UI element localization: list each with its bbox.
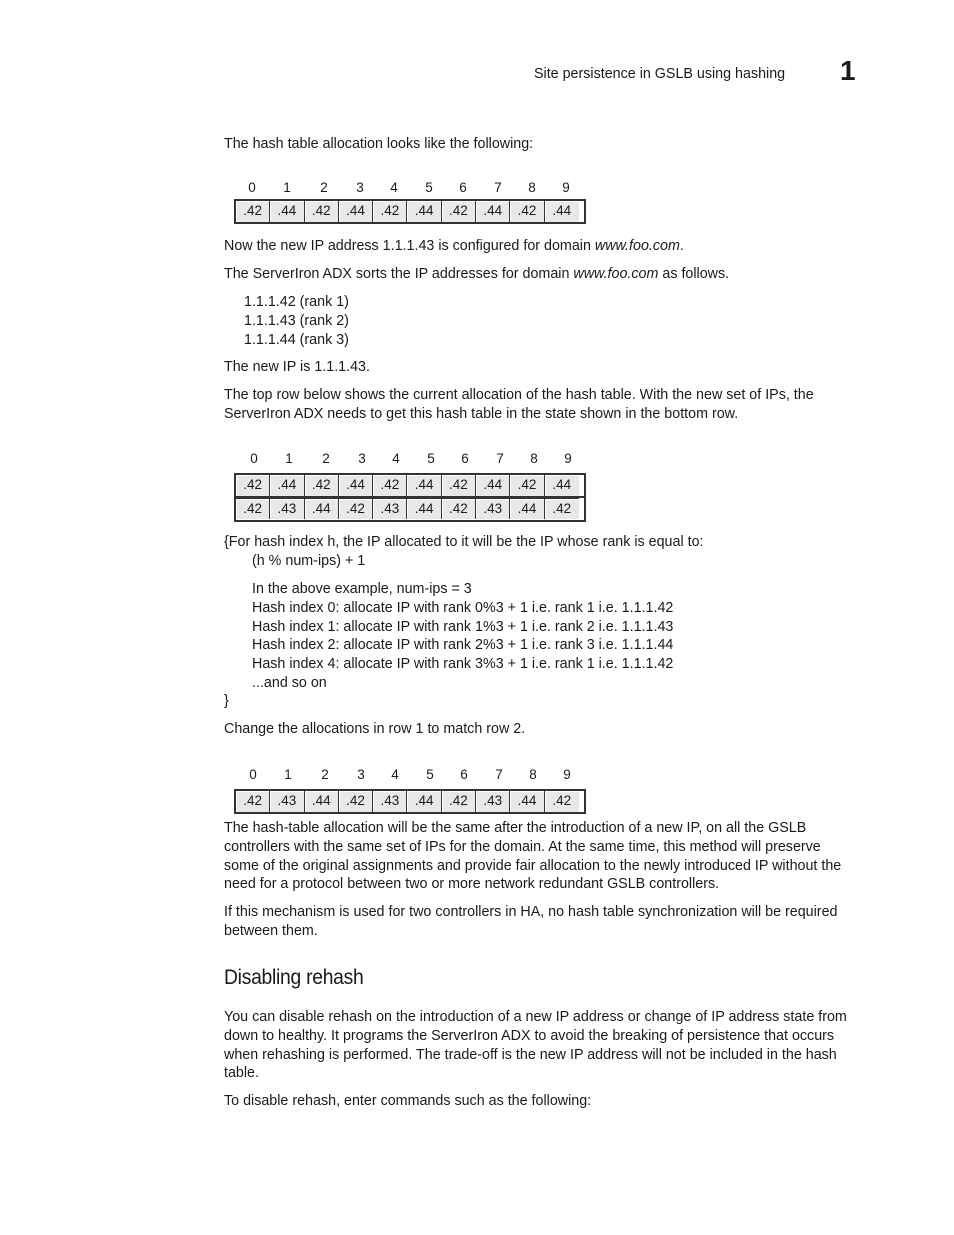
ha-paragraph: If this mechanism is used for two controllers in HA, no hash table synchronization will be required between them. <box>224 904 838 939</box>
hash-cell: .44 <box>305 791 339 812</box>
sort-paragraph: The ServerIron ADX sorts the IP addresses for domain www.foo.com as follows. <box>224 266 730 282</box>
hash-cell: .42 <box>305 475 339 496</box>
hash-index: 8 <box>528 180 536 195</box>
hash-index-header <box>235 180 585 198</box>
hash-cell: .44 <box>305 498 339 519</box>
hash-cell: .42 <box>373 201 407 222</box>
hash-cell: .42 <box>442 201 476 222</box>
hash-cell: .43 <box>270 498 304 519</box>
new-ip-statement: The new IP is 1.1.1.43. <box>224 359 370 375</box>
hash-index: 9 <box>562 180 570 195</box>
algorithm-example <box>252 580 673 693</box>
hash-index: 8 <box>530 451 538 466</box>
hash-cell: .43 <box>373 498 407 519</box>
hash-index: 4 <box>390 180 398 195</box>
hash-cell: .44 <box>476 201 510 222</box>
hash-cell: .42 <box>510 201 544 222</box>
hash-cell: .42 <box>442 791 476 812</box>
algorithm-line: ...and so on <box>252 674 327 691</box>
hash-index: 4 <box>391 767 399 782</box>
hash-cell: .44 <box>510 498 544 519</box>
hash-index: 2 <box>320 180 328 195</box>
hash-cell: .44 <box>545 475 579 496</box>
hash-cell: .42 <box>545 791 579 812</box>
disable-rehash-paragraph: You can disable rehash on the introduction of a new IP address or change of IP address state from down to healthy. It programs the ServerIron ADX to avoid the breaking of persistence that occurs when rehashing is performed. The trade-off is the new IP address will not be included in the hash table. <box>224 1009 847 1082</box>
commands-intro: To disable rehash, enter commands such as the following: <box>224 1093 592 1109</box>
hash-index: 0 <box>249 767 257 782</box>
hash-index: 7 <box>496 451 504 466</box>
hash-cell: .43 <box>373 791 407 812</box>
hash-index: 9 <box>563 767 571 782</box>
domain-name: www.foo.com <box>594 238 680 254</box>
hash-cell: .42 <box>236 498 270 519</box>
rank-list <box>244 293 349 349</box>
hash-cell: .42 <box>442 498 476 519</box>
algorithm-line: Hash index 1: allocate IP with rank 1%3 + 1 i.e. rank 2 i.e. 1.1.1.43 <box>252 618 674 635</box>
hash-index-header <box>237 451 587 469</box>
hash-cell: .44 <box>476 475 510 496</box>
hash-cell: .42 <box>339 498 373 519</box>
hash-cell: .44 <box>407 498 441 519</box>
hash-cell: .42 <box>236 475 270 496</box>
algorithm-close: } <box>224 693 229 709</box>
hash-cell: .44 <box>339 201 373 222</box>
hash-index: 3 <box>357 767 365 782</box>
algorithm-formula: (h % num-ips) + 1 <box>252 553 366 569</box>
hash-index: 6 <box>460 767 468 782</box>
intro-paragraph: The hash table allocation looks like the following: <box>224 136 534 152</box>
hash-cell: .44 <box>339 475 373 496</box>
hash-cell: .42 <box>373 475 407 496</box>
hash-index: 1 <box>285 451 293 466</box>
hash-index: 2 <box>321 767 329 782</box>
allocation-paragraph: The top row below shows the current allocation of the hash table. With the new set of IPs, the ServerIron ADX needs to get this hash table in the state shown in the bottom row. <box>224 387 814 422</box>
hash-cell: .44 <box>407 475 441 496</box>
hash-index-header <box>236 767 586 785</box>
hash-cell: .43 <box>476 791 510 812</box>
hash-cell: .42 <box>236 201 270 222</box>
chapter-number: 1 <box>840 55 856 86</box>
hash-cell: .42 <box>442 475 476 496</box>
hash-cell: .43 <box>270 791 304 812</box>
hash-index: 5 <box>425 180 433 195</box>
running-header-title: Site persistence in GSLB using hashing <box>534 66 786 82</box>
hash-index: 1 <box>283 180 291 195</box>
new-ip-paragraph: Now the new IP address 1.1.1.43 is configured for domain www.foo.com. <box>224 238 684 254</box>
domain-name: www.foo.com <box>573 266 659 282</box>
hash-index: 0 <box>250 451 258 466</box>
hash-cell: .44 <box>545 201 579 222</box>
hash-table-row <box>234 789 586 814</box>
hash-table-summary-paragraph: The hash-table allocation will be the same after the introduction of a new IP, on all the GSLB controllers with the same set of IPs for the domain. At the same time, this method will preserve some of the original assignments and provide fair allocation to the newly introduced IP without the need for a protocol between two or more network redundant GSLB controllers. <box>224 820 842 893</box>
hash-index: 3 <box>356 180 364 195</box>
algorithm-open: {For hash index h, the IP allocated to it will be the IP whose rank is equal to: <box>224 534 704 550</box>
hash-table-row-target <box>234 498 586 522</box>
hash-cell: .42 <box>236 791 270 812</box>
hash-index: 5 <box>427 451 435 466</box>
hash-cell: .44 <box>407 201 441 222</box>
hash-index: 6 <box>459 180 467 195</box>
hash-table-row-current <box>234 473 586 498</box>
algorithm-line: Hash index 0: allocate IP with rank 0%3 + 1 i.e. rank 1 i.e. 1.1.1.42 <box>252 599 674 616</box>
change-allocations-paragraph: Change the allocations in row 1 to match row 2. <box>224 721 526 737</box>
algorithm-line: In the above example, num-ips = 3 <box>252 581 472 597</box>
hash-cell: .44 <box>270 201 304 222</box>
algorithm-line: Hash index 2: allocate IP with rank 2%3 + 1 i.e. rank 3 i.e. 1.1.1.44 <box>252 637 674 654</box>
hash-index: 1 <box>284 767 292 782</box>
hash-index: 7 <box>495 767 503 782</box>
hash-index: 7 <box>494 180 502 195</box>
hash-index: 4 <box>392 451 400 466</box>
hash-table-row <box>234 199 586 224</box>
hash-cell: .42 <box>510 475 544 496</box>
hash-cell: .44 <box>510 791 544 812</box>
hash-index: 5 <box>426 767 434 782</box>
hash-cell: .43 <box>476 498 510 519</box>
section-heading: Disabling rehash <box>224 966 364 989</box>
hash-cell: .42 <box>339 791 373 812</box>
rank-item: 1.1.1.44 (rank 3) <box>244 331 349 348</box>
hash-index: 6 <box>461 451 469 466</box>
algorithm-line: Hash index 4: allocate IP with rank 3%3 + 1 i.e. rank 1 i.e. 1.1.1.42 <box>252 656 674 673</box>
rank-item: 1.1.1.42 (rank 1) <box>244 294 349 310</box>
hash-index: 0 <box>248 180 256 195</box>
rank-item: 1.1.1.43 (rank 2) <box>244 312 349 329</box>
hash-cell: .42 <box>545 498 579 519</box>
hash-index: 2 <box>322 451 330 466</box>
hash-cell: .44 <box>270 475 304 496</box>
hash-cell: .42 <box>305 201 339 222</box>
hash-cell: .44 <box>407 791 441 812</box>
hash-index: 3 <box>358 451 366 466</box>
hash-index: 8 <box>529 767 537 782</box>
hash-index: 9 <box>564 451 572 466</box>
